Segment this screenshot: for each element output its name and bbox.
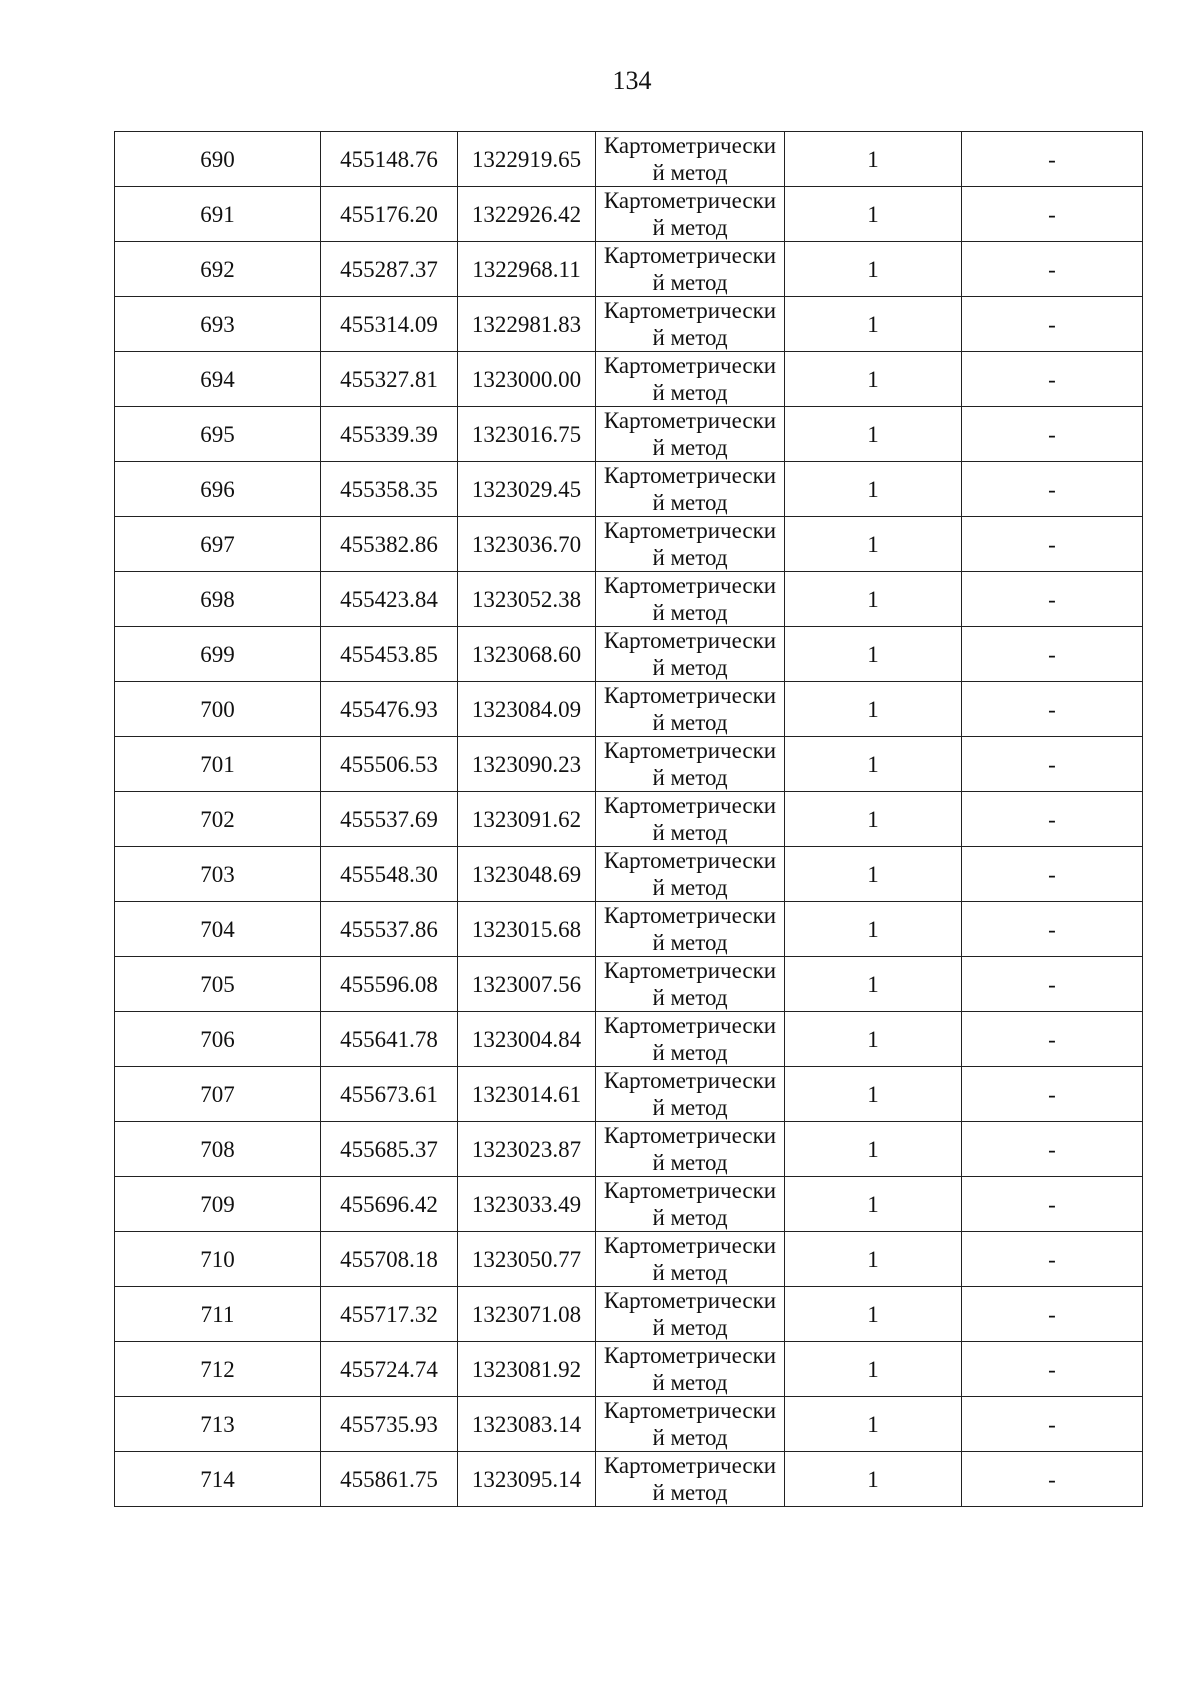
x-coordinate-cell: 455724.74 — [321, 1342, 458, 1397]
y-coordinate-cell: 1323036.70 — [458, 517, 596, 572]
method-cell — [596, 792, 785, 847]
x-coordinate-cell: 455453.85 — [321, 627, 458, 682]
method-text: й метод — [652, 160, 728, 185]
method-text: Картометрически — [603, 793, 777, 818]
y-coordinate-cell: 1323033.49 — [458, 1177, 596, 1232]
table-row — [115, 902, 1143, 957]
table-row — [115, 957, 1143, 1012]
point-cell: 712 — [115, 1342, 321, 1397]
accuracy-cell: 1 — [785, 407, 962, 462]
x-coordinate-cell: 455176.20 — [321, 187, 458, 242]
method-text: Картометрически — [603, 573, 777, 598]
y-coordinate-cell: 1323016.75 — [458, 407, 596, 462]
x-coordinate-cell: 455696.42 — [321, 1177, 458, 1232]
point-cell: 698 — [115, 572, 321, 627]
method-cell — [596, 847, 785, 902]
method-text: Картометрически — [603, 1178, 777, 1203]
note-cell: - — [962, 902, 1143, 957]
x-coordinate-cell: 455476.93 — [321, 682, 458, 737]
accuracy-cell: 1 — [785, 1287, 962, 1342]
point-cell: 702 — [115, 792, 321, 847]
accuracy-cell: 1 — [785, 1397, 962, 1452]
method-text: й метод — [652, 490, 728, 515]
method-text: й метод — [652, 820, 728, 845]
point-cell: 711 — [115, 1287, 321, 1342]
accuracy-cell: 1 — [785, 847, 962, 902]
x-coordinate-cell: 455717.32 — [321, 1287, 458, 1342]
table-row — [115, 1122, 1143, 1177]
note-cell: - — [962, 462, 1143, 517]
note-cell: - — [962, 297, 1143, 352]
x-coordinate-cell: 455314.09 — [321, 297, 458, 352]
accuracy-cell: 1 — [785, 627, 962, 682]
accuracy-cell: 1 — [785, 1067, 962, 1122]
method-text: Картометрически — [603, 1123, 777, 1148]
method-cell — [596, 1232, 785, 1287]
method-text: Картометрически — [603, 1398, 777, 1423]
method-cell — [596, 1067, 785, 1122]
method-cell — [596, 1012, 785, 1067]
note-cell: - — [962, 1397, 1143, 1452]
point-cell: 706 — [115, 1012, 321, 1067]
note-cell: - — [962, 627, 1143, 682]
point-cell: 714 — [115, 1452, 321, 1507]
y-coordinate-cell: 1323052.38 — [458, 572, 596, 627]
y-coordinate-cell: 1323004.84 — [458, 1012, 596, 1067]
y-coordinate-cell: 1323084.09 — [458, 682, 596, 737]
point-cell: 709 — [115, 1177, 321, 1232]
method-text: Картометрически — [603, 353, 777, 378]
accuracy-cell: 1 — [785, 1452, 962, 1507]
method-text: й метод — [652, 215, 728, 240]
table-row — [115, 847, 1143, 902]
table-row — [115, 1342, 1143, 1397]
table-row — [115, 1012, 1143, 1067]
method-cell — [596, 1287, 785, 1342]
method-text: й метод — [652, 600, 728, 625]
method-text: Картометрически — [603, 683, 777, 708]
accuracy-cell: 1 — [785, 902, 962, 957]
x-coordinate-cell: 455339.39 — [321, 407, 458, 462]
accuracy-cell: 1 — [785, 462, 962, 517]
accuracy-cell: 1 — [785, 132, 962, 187]
method-text: Картометрически — [603, 243, 777, 268]
accuracy-cell: 1 — [785, 297, 962, 352]
method-cell — [596, 1397, 785, 1452]
x-coordinate-cell: 455735.93 — [321, 1397, 458, 1452]
point-cell: 694 — [115, 352, 321, 407]
method-cell — [596, 242, 785, 297]
note-cell: - — [962, 1177, 1143, 1232]
accuracy-cell: 1 — [785, 737, 962, 792]
method-cell — [596, 957, 785, 1012]
method-cell — [596, 1177, 785, 1232]
method-text: Картометрически — [603, 298, 777, 323]
method-text: Картометрически — [603, 188, 777, 213]
y-coordinate-cell: 1323007.56 — [458, 957, 596, 1012]
table-row — [115, 792, 1143, 847]
method-text: й метод — [652, 655, 728, 680]
method-cell — [596, 517, 785, 572]
method-text: Картометрически — [603, 628, 777, 653]
method-text: й метод — [652, 765, 728, 790]
table-row — [115, 1067, 1143, 1122]
y-coordinate-cell: 1323000.00 — [458, 352, 596, 407]
method-text: Картометрически — [603, 848, 777, 873]
table-row — [115, 1397, 1143, 1452]
y-coordinate-cell: 1323091.62 — [458, 792, 596, 847]
method-text: й метод — [652, 930, 728, 955]
method-cell — [596, 132, 785, 187]
method-text: Картометрически — [603, 1453, 777, 1478]
accuracy-cell: 1 — [785, 792, 962, 847]
x-coordinate-cell: 455287.37 — [321, 242, 458, 297]
method-cell — [596, 902, 785, 957]
table-row — [115, 682, 1143, 737]
table-row — [115, 737, 1143, 792]
point-cell: 703 — [115, 847, 321, 902]
accuracy-cell: 1 — [785, 682, 962, 737]
x-coordinate-cell: 455548.30 — [321, 847, 458, 902]
accuracy-cell: 1 — [785, 1012, 962, 1067]
note-cell: - — [962, 1342, 1143, 1397]
point-cell: 707 — [115, 1067, 321, 1122]
point-cell: 700 — [115, 682, 321, 737]
method-text: Картометрически — [603, 133, 777, 158]
accuracy-cell: 1 — [785, 1122, 962, 1177]
y-coordinate-cell: 1323090.23 — [458, 737, 596, 792]
method-cell — [596, 187, 785, 242]
y-coordinate-cell: 1323015.68 — [458, 902, 596, 957]
table-row — [115, 407, 1143, 462]
y-coordinate-cell: 1323068.60 — [458, 627, 596, 682]
note-cell: - — [962, 792, 1143, 847]
table-row — [115, 187, 1143, 242]
point-cell: 699 — [115, 627, 321, 682]
table-row — [115, 1452, 1143, 1507]
y-coordinate-cell: 1323095.14 — [458, 1452, 596, 1507]
x-coordinate-cell: 455537.69 — [321, 792, 458, 847]
table-body — [115, 132, 1143, 1507]
method-text: й метод — [652, 545, 728, 570]
method-text: й метод — [652, 1260, 728, 1285]
point-cell: 692 — [115, 242, 321, 297]
point-cell: 697 — [115, 517, 321, 572]
x-coordinate-cell: 455596.08 — [321, 957, 458, 1012]
table-row — [115, 462, 1143, 517]
method-text: й метод — [652, 270, 728, 295]
y-coordinate-cell: 1323083.14 — [458, 1397, 596, 1452]
note-cell: - — [962, 1452, 1143, 1507]
x-coordinate-cell: 455673.61 — [321, 1067, 458, 1122]
method-cell — [596, 572, 785, 627]
method-text: Картометрически — [603, 518, 777, 543]
x-coordinate-cell: 455708.18 — [321, 1232, 458, 1287]
note-cell: - — [962, 957, 1143, 1012]
note-cell: - — [962, 847, 1143, 902]
accuracy-cell: 1 — [785, 1232, 962, 1287]
table-row — [115, 297, 1143, 352]
y-coordinate-cell: 1322919.65 — [458, 132, 596, 187]
point-cell: 708 — [115, 1122, 321, 1177]
x-coordinate-cell: 455641.78 — [321, 1012, 458, 1067]
method-text: й метод — [652, 1480, 728, 1505]
method-text: Картометрически — [603, 1013, 777, 1038]
point-cell: 705 — [115, 957, 321, 1012]
y-coordinate-cell: 1322926.42 — [458, 187, 596, 242]
accuracy-cell: 1 — [785, 187, 962, 242]
method-text: Картометрически — [603, 463, 777, 488]
method-text: й метод — [652, 1370, 728, 1395]
method-cell — [596, 737, 785, 792]
method-cell — [596, 352, 785, 407]
x-coordinate-cell: 455685.37 — [321, 1122, 458, 1177]
table-row — [115, 572, 1143, 627]
method-text: Картометрически — [603, 408, 777, 433]
method-text: Картометрически — [603, 1288, 777, 1313]
note-cell: - — [962, 682, 1143, 737]
table-row — [115, 1287, 1143, 1342]
accuracy-cell: 1 — [785, 1177, 962, 1232]
table-row — [115, 627, 1143, 682]
y-coordinate-cell: 1323050.77 — [458, 1232, 596, 1287]
method-cell — [596, 407, 785, 462]
y-coordinate-cell: 1323029.45 — [458, 462, 596, 517]
note-cell: - — [962, 572, 1143, 627]
note-cell: - — [962, 517, 1143, 572]
point-cell: 710 — [115, 1232, 321, 1287]
point-cell: 695 — [115, 407, 321, 462]
point-cell: 693 — [115, 297, 321, 352]
note-cell: - — [962, 352, 1143, 407]
x-coordinate-cell: 455148.76 — [321, 132, 458, 187]
method-cell — [596, 627, 785, 682]
note-cell: - — [962, 1122, 1143, 1177]
x-coordinate-cell: 455861.75 — [321, 1452, 458, 1507]
method-cell — [596, 1342, 785, 1397]
method-text: Картометрически — [603, 1068, 777, 1093]
x-coordinate-cell: 455382.86 — [321, 517, 458, 572]
y-coordinate-cell: 1322981.83 — [458, 297, 596, 352]
method-text: й метод — [652, 1425, 728, 1450]
accuracy-cell: 1 — [785, 957, 962, 1012]
point-cell: 696 — [115, 462, 321, 517]
point-cell: 704 — [115, 902, 321, 957]
accuracy-cell: 1 — [785, 1342, 962, 1397]
method-cell — [596, 297, 785, 352]
coordinates-table — [114, 131, 1143, 1507]
method-cell — [596, 682, 785, 737]
method-text: й метод — [652, 875, 728, 900]
table-row — [115, 517, 1143, 572]
method-text: Картометрически — [603, 958, 777, 983]
y-coordinate-cell: 1322968.11 — [458, 242, 596, 297]
point-cell: 690 — [115, 132, 321, 187]
y-coordinate-cell: 1323048.69 — [458, 847, 596, 902]
method-text: й метод — [652, 435, 728, 460]
note-cell: - — [962, 132, 1143, 187]
method-text: й метод — [652, 985, 728, 1010]
point-cell: 701 — [115, 737, 321, 792]
y-coordinate-cell: 1323071.08 — [458, 1287, 596, 1342]
method-text: й метод — [652, 380, 728, 405]
accuracy-cell: 1 — [785, 352, 962, 407]
method-text: й метод — [652, 1095, 728, 1120]
point-cell: 691 — [115, 187, 321, 242]
method-cell — [596, 1122, 785, 1177]
method-text: Картометрически — [603, 1343, 777, 1368]
table-row — [115, 1177, 1143, 1232]
x-coordinate-cell: 455537.86 — [321, 902, 458, 957]
accuracy-cell: 1 — [785, 572, 962, 627]
note-cell: - — [962, 1067, 1143, 1122]
table-row — [115, 132, 1143, 187]
note-cell: - — [962, 1287, 1143, 1342]
y-coordinate-cell: 1323014.61 — [458, 1067, 596, 1122]
note-cell: - — [962, 242, 1143, 297]
method-text: Картометрически — [603, 1233, 777, 1258]
note-cell: - — [962, 407, 1143, 462]
x-coordinate-cell: 455506.53 — [321, 737, 458, 792]
accuracy-cell: 1 — [785, 242, 962, 297]
table-row — [115, 242, 1143, 297]
y-coordinate-cell: 1323081.92 — [458, 1342, 596, 1397]
method-text: й метод — [652, 1315, 728, 1340]
table-row — [115, 1232, 1143, 1287]
note-cell: - — [962, 737, 1143, 792]
method-cell — [596, 462, 785, 517]
method-text: й метод — [652, 1205, 728, 1230]
point-cell: 713 — [115, 1397, 321, 1452]
method-text: й метод — [652, 1150, 728, 1175]
method-cell — [596, 1452, 785, 1507]
note-cell: - — [962, 1012, 1143, 1067]
method-text: й метод — [652, 1040, 728, 1065]
table-row — [115, 352, 1143, 407]
method-text: й метод — [652, 325, 728, 350]
note-cell: - — [962, 1232, 1143, 1287]
x-coordinate-cell: 455358.35 — [321, 462, 458, 517]
method-text: Картометрически — [603, 903, 777, 928]
method-text: й метод — [652, 710, 728, 735]
x-coordinate-cell: 455423.84 — [321, 572, 458, 627]
page-number: 134 — [612, 66, 652, 95]
accuracy-cell: 1 — [785, 517, 962, 572]
method-text: Картометрически — [603, 738, 777, 763]
x-coordinate-cell: 455327.81 — [321, 352, 458, 407]
y-coordinate-cell: 1323023.87 — [458, 1122, 596, 1177]
note-cell: - — [962, 187, 1143, 242]
